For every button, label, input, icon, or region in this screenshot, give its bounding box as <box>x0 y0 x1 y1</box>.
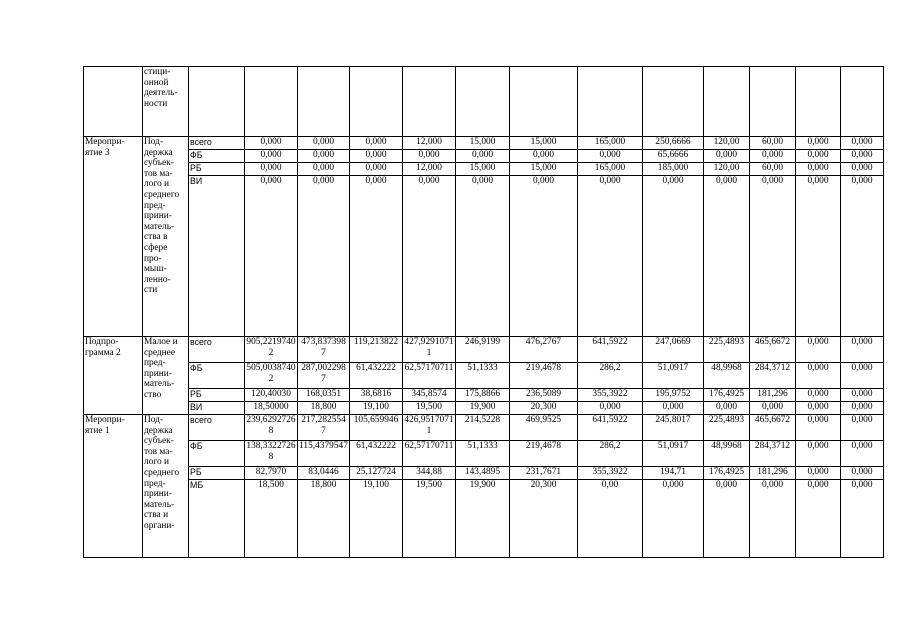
value-cell: 0,000 <box>403 176 456 337</box>
value-cell: 0,000 <box>841 337 884 363</box>
value-cell: 0,000 <box>841 389 884 402</box>
value-cell: 0,000 <box>841 480 884 558</box>
value-cell: 0,000 <box>796 480 841 558</box>
value-cell <box>704 67 750 137</box>
value-cell: 344,88 <box>403 467 456 480</box>
value-cell: 0,000 <box>841 441 884 467</box>
value-cell: 18,800 <box>298 480 350 558</box>
value-cell: 0,000 <box>841 467 884 480</box>
value-cell: 427,92910711 <box>403 337 456 363</box>
value-cell: 15,000 <box>510 163 578 176</box>
value-cell: 214,5228 <box>456 415 510 441</box>
value-cell: 0,000 <box>350 176 403 337</box>
value-cell: 19,100 <box>350 480 403 558</box>
table-row <box>84 163 884 176</box>
funding-source-cell: ФБ <box>189 441 245 467</box>
value-cell: 48,9968 <box>704 363 750 389</box>
table-body <box>84 67 884 558</box>
value-cell: 0,000 <box>578 176 643 337</box>
value-cell: 0,000 <box>796 402 841 415</box>
value-cell: 62,57170711 <box>403 363 456 389</box>
value-cell: 25,127724 <box>350 467 403 480</box>
value-cell: 0,000 <box>298 163 350 176</box>
funding-source-cell: РБ <box>189 163 245 176</box>
value-cell: 61,432222 <box>350 441 403 467</box>
value-cell: 181,296 <box>750 389 796 402</box>
value-cell: 0,000 <box>456 150 510 163</box>
value-cell: 0,000 <box>578 402 643 415</box>
activity-description-cell: Под- держка субъек- тов ма- лого и среднего пред- прини- матель- ства в сфере про- мыш- ленно- сти <box>143 137 189 337</box>
value-cell: 83,0446 <box>298 467 350 480</box>
value-cell: 19,500 <box>403 480 456 558</box>
value-cell: 345,8574 <box>403 389 456 402</box>
value-cell: 247,0669 <box>643 337 704 363</box>
value-cell: 48,9968 <box>704 441 750 467</box>
funding-source-cell: всего <box>189 137 245 150</box>
value-cell: 0,000 <box>796 163 841 176</box>
table-row <box>84 441 884 467</box>
activity-name-cell: Меропри- ятие 3 <box>84 137 143 337</box>
value-cell: 194,71 <box>643 467 704 480</box>
value-cell: 476,2767 <box>510 337 578 363</box>
funding-source-cell: всего <box>189 415 245 441</box>
value-cell <box>403 67 456 137</box>
value-cell <box>510 67 578 137</box>
value-cell: 0,000 <box>841 137 884 150</box>
value-cell: 0,000 <box>796 337 841 363</box>
funding-source-cell <box>189 67 245 137</box>
table-row <box>84 176 884 337</box>
value-cell: 19,900 <box>456 480 510 558</box>
value-cell: 284,3712 <box>750 363 796 389</box>
value-cell: 0,000 <box>841 176 884 337</box>
value-cell: 0,000 <box>245 150 298 163</box>
value-cell <box>350 67 403 137</box>
value-cell: 0,000 <box>841 363 884 389</box>
activity-name-cell <box>84 67 143 137</box>
value-cell <box>578 67 643 137</box>
value-cell: 465,6672 <box>750 337 796 363</box>
value-cell: 18,50000 <box>245 402 298 415</box>
value-cell: 246,9199 <box>456 337 510 363</box>
value-cell: 119,213822 <box>350 337 403 363</box>
funding-source-cell: ВИ <box>189 176 245 337</box>
value-cell: 287,0022987 <box>298 363 350 389</box>
table-row <box>84 480 884 558</box>
value-cell: 225,4893 <box>704 337 750 363</box>
value-cell: 0,000 <box>643 176 704 337</box>
value-cell: 217,2825547 <box>298 415 350 441</box>
value-cell: 20,300 <box>510 402 578 415</box>
value-cell: 65,6666 <box>643 150 704 163</box>
value-cell: 0,000 <box>578 150 643 163</box>
value-cell <box>841 67 884 137</box>
value-cell: 0,000 <box>841 415 884 441</box>
value-cell: 0,000 <box>298 176 350 337</box>
value-cell: 426,95170711 <box>403 415 456 441</box>
value-cell: 905,22197402 <box>245 337 298 363</box>
value-cell: 19,100 <box>350 402 403 415</box>
value-cell: 0,000 <box>704 176 750 337</box>
value-cell: 51,1333 <box>456 363 510 389</box>
value-cell: 0,000 <box>796 150 841 163</box>
activity-name-cell: Подпро- грамма 2 <box>84 337 143 415</box>
value-cell: 12,000 <box>403 163 456 176</box>
value-cell <box>643 67 704 137</box>
value-cell: 51,0917 <box>643 363 704 389</box>
value-cell: 195,9752 <box>643 389 704 402</box>
value-cell: 20,300 <box>510 480 578 558</box>
value-cell: 219,4678 <box>510 363 578 389</box>
funding-source-cell: МБ <box>189 480 245 558</box>
funding-source-cell: ФБ <box>189 363 245 389</box>
value-cell: 0,000 <box>750 480 796 558</box>
value-cell: 0,000 <box>456 176 510 337</box>
value-cell: 0,000 <box>841 163 884 176</box>
value-cell: 465,6672 <box>750 415 796 441</box>
value-cell: 176,4925 <box>704 389 750 402</box>
value-cell: 0,000 <box>841 150 884 163</box>
table-row <box>84 415 884 441</box>
value-cell: 236,5089 <box>510 389 578 402</box>
value-cell: 284,3712 <box>750 441 796 467</box>
value-cell: 143,4895 <box>456 467 510 480</box>
activity-name-cell: Меропри- ятие 1 <box>84 415 143 558</box>
value-cell: 120,40030 <box>245 389 298 402</box>
value-cell: 0,000 <box>796 363 841 389</box>
value-cell: 38,6816 <box>350 389 403 402</box>
value-cell: 61,432222 <box>350 363 403 389</box>
value-cell: 0,000 <box>796 467 841 480</box>
value-cell: 231,7671 <box>510 467 578 480</box>
value-cell: 355,3922 <box>578 467 643 480</box>
value-cell: 0,000 <box>796 176 841 337</box>
table-row <box>84 137 884 150</box>
value-cell: 0,000 <box>704 480 750 558</box>
value-cell: 0,000 <box>796 441 841 467</box>
funding-source-cell: РБ <box>189 389 245 402</box>
value-cell: 120,00 <box>704 163 750 176</box>
activity-description-cell: Под- держка субъек- тов ма- лого и среднего пред- прини- матель- ства и органи- <box>143 415 189 558</box>
value-cell <box>796 67 841 137</box>
table-row <box>84 402 884 415</box>
value-cell: 0,000 <box>796 415 841 441</box>
value-cell: 138,33227268 <box>245 441 298 467</box>
value-cell: 175,8866 <box>456 389 510 402</box>
value-cell <box>750 67 796 137</box>
value-cell: 0,000 <box>704 402 750 415</box>
value-cell: 60,00 <box>750 137 796 150</box>
value-cell: 0,000 <box>403 150 456 163</box>
funding-source-cell: ВИ <box>189 402 245 415</box>
value-cell: 82,7970 <box>245 467 298 480</box>
value-cell: 355,3922 <box>578 389 643 402</box>
value-cell: 168,0351 <box>298 389 350 402</box>
value-cell: 239,62927268 <box>245 415 298 441</box>
value-cell: 0,00 <box>578 480 643 558</box>
value-cell: 0,000 <box>245 176 298 337</box>
value-cell: 60,00 <box>750 163 796 176</box>
value-cell: 120,00 <box>704 137 750 150</box>
value-cell: 0,000 <box>245 137 298 150</box>
value-cell: 245,8017 <box>643 415 704 441</box>
value-cell: 62,57170711 <box>403 441 456 467</box>
funding-source-cell: РБ <box>189 467 245 480</box>
value-cell: 0,000 <box>841 402 884 415</box>
funding-source-cell: ФБ <box>189 150 245 163</box>
table-row <box>84 467 884 480</box>
value-cell: 15,000 <box>456 137 510 150</box>
value-cell: 0,000 <box>796 137 841 150</box>
value-cell: 15,000 <box>456 163 510 176</box>
value-cell: 0,000 <box>298 150 350 163</box>
value-cell <box>245 67 298 137</box>
value-cell: 0,000 <box>510 176 578 337</box>
value-cell: 185,000 <box>643 163 704 176</box>
activity-description-cell: Малое и среднее пред- прини- матель- ство <box>143 337 189 415</box>
activity-description-cell: стици- онной деятель- ности <box>143 67 189 137</box>
value-cell: 641,5922 <box>578 337 643 363</box>
value-cell: 15,000 <box>510 137 578 150</box>
value-cell: 165,000 <box>578 163 643 176</box>
value-cell: 0,000 <box>350 150 403 163</box>
value-cell: 0,000 <box>350 137 403 150</box>
value-cell: 0,000 <box>796 389 841 402</box>
value-cell: 0,000 <box>643 402 704 415</box>
table-row <box>84 67 884 137</box>
value-cell: 286,2 <box>578 363 643 389</box>
value-cell: 641,5922 <box>578 415 643 441</box>
value-cell: 18,800 <box>298 402 350 415</box>
value-cell: 0,000 <box>750 402 796 415</box>
value-cell: 286,2 <box>578 441 643 467</box>
value-cell: 0,000 <box>704 150 750 163</box>
value-cell: 19,500 <box>403 402 456 415</box>
value-cell: 0,000 <box>510 150 578 163</box>
table-row <box>84 150 884 163</box>
value-cell: 505,00387402 <box>245 363 298 389</box>
value-cell: 0,000 <box>750 176 796 337</box>
value-cell: 165,000 <box>578 137 643 150</box>
value-cell: 19,900 <box>456 402 510 415</box>
value-cell: 115,4379547 <box>298 441 350 467</box>
value-cell: 0,000 <box>750 150 796 163</box>
table-row <box>84 389 884 402</box>
funding-source-cell: всего <box>189 337 245 363</box>
value-cell: 250,6666 <box>643 137 704 150</box>
value-cell: 0,000 <box>245 163 298 176</box>
value-cell: 181,296 <box>750 467 796 480</box>
value-cell: 12,000 <box>403 137 456 150</box>
table-row <box>84 337 884 363</box>
value-cell: 176,4925 <box>704 467 750 480</box>
value-cell: 225,4893 <box>704 415 750 441</box>
value-cell: 469,9525 <box>510 415 578 441</box>
value-cell: 51,0917 <box>643 441 704 467</box>
value-cell: 105,659946 <box>350 415 403 441</box>
table-row <box>84 363 884 389</box>
value-cell: 473,8373987 <box>298 337 350 363</box>
value-cell: 0,000 <box>350 163 403 176</box>
value-cell: 0,000 <box>643 480 704 558</box>
value-cell <box>298 67 350 137</box>
budget-table <box>83 66 884 558</box>
value-cell <box>456 67 510 137</box>
value-cell: 0,000 <box>298 137 350 150</box>
value-cell: 51,1333 <box>456 441 510 467</box>
value-cell: 18,500 <box>245 480 298 558</box>
value-cell: 219,4678 <box>510 441 578 467</box>
